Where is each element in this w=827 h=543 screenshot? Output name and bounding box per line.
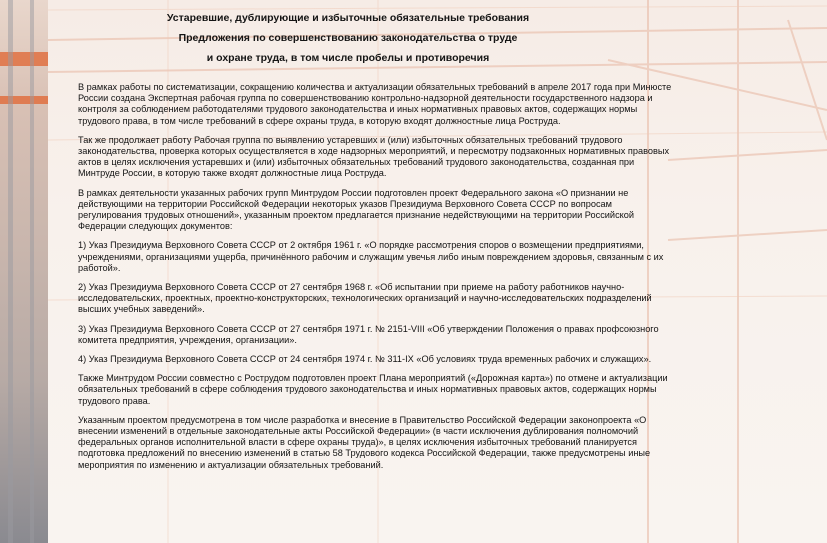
list-item-decree-2: 2) Указ Президиума Верховного Совета СССР от 27 сентября 1968 г. «Об испытании при приеме на работу работников научно-исследовательских, проектных, проектно-конструкторских, технологических организаций и научно-исследовательских подразделений высших учебных заведений». [78,282,652,315]
article [78,8,678,479]
paragraph-federal-law-draft: В рамках деятельности указанных рабочих групп Минтрудом России подготовлен проект Федерального закона «О признании не действующими на территории Российской Федерации некоторых указов Президиума Верховного Совета СССР по вопросам регулирования трудовых отношений», указанным проектом предлагается признание недействующими на территории Российской Федерации следующих документов: [78,187,635,232]
factory-column [30,0,34,543]
article-header [78,8,618,68]
paragraph-roadmap-details: Указанным проектом предусмотрена в том числе разработка и внесение в Правительство Российской Федерации законопроекта «О внесении изменений в отдельные законодательные акты Российской Федерации» (в части исключения дублирования полномочий федеральных органов исполнительной власти в сфере охраны труда)», в целях исключения избыточных требований планируется подготовка предложений по внесению изменений в статью 58 Трудового кодекса Российской Федерации, также предусмотрены иные мероприятия по изменению и актуализации обязательных требований. [78,414,651,470]
header-title-line-1: Устаревшие, дублирующие и избыточные обязательные требования [166,12,530,24]
header-title-line-2: Предложения по совершенствованию законодательства о труде [178,32,518,44]
list-item-decree-3: 3) Указ Президиума Верховного Совета СССР от 27 сентября 1971 г. № 2151-VIII «Об утверждении Положения о правах профсоюзного комитета предприятия, учреждения, организации». [78,323,659,345]
background-factory-strip [0,0,48,543]
paragraph-expert-group: В рамках работы по систематизации, сокращению количества и актуализации обязательных требований в апреле 2017 года при Минюсте России создана Экспертная рабочая группа по совершенствованию контрольно-надзорной деятельности государственного надзора и контроля за соблюдением работодателями трудового законодательства и иных нормативных правовых актов, содержащих нормы трудового права, в том числе требований в сфере охраны труда, в которую входят должностные лица Роструда. [78,82,672,126]
list-item-decree-4: 4) Указ Президиума Верховного Совета СССР от 24 сентября 1974 г. № 311-IX «Об условиях труда временных рабочих и служащих». [78,354,652,365]
header-title-line-3: и охране труда, в том числе пробелы и противоречия [206,52,490,64]
paragraph-working-group: Так же продолжает работу Рабочая группа по выявлению устаревших и (или) избыточных обязательных требований трудового законодательства, проверка которых осуществляется в ходе надзорных мероприятий, и пересмотру подзаконных нормативных правовых актов в целях исключения устаревших и (или) избыточных обязательных требований трудового законодательства, созданная при Минтруде России, в которую также входят должностные лица Роструда. [78,134,670,179]
factory-column [8,0,13,543]
list-item-decree-1: 1) Указ Президиума Верховного Совета СССР от 2 октября 1961 г. «О порядке рассмотрения споров о возмещении предприятиями, учреждениями, организациями ущерба, причинённого рабочим и служащим увечья либо иным повреждением здоровья, связанным с их работой». [78,240,664,273]
paragraph-roadmap: Также Минтрудом России совместно с Рострудом подготовлен проект Плана мероприятий («Дорожная карта») по отмене и актуализации обязательных требований в сфере соблюдения трудового законодательства и иных нормативных правовых актов, содержащих нормы трудового права. [78,373,668,406]
